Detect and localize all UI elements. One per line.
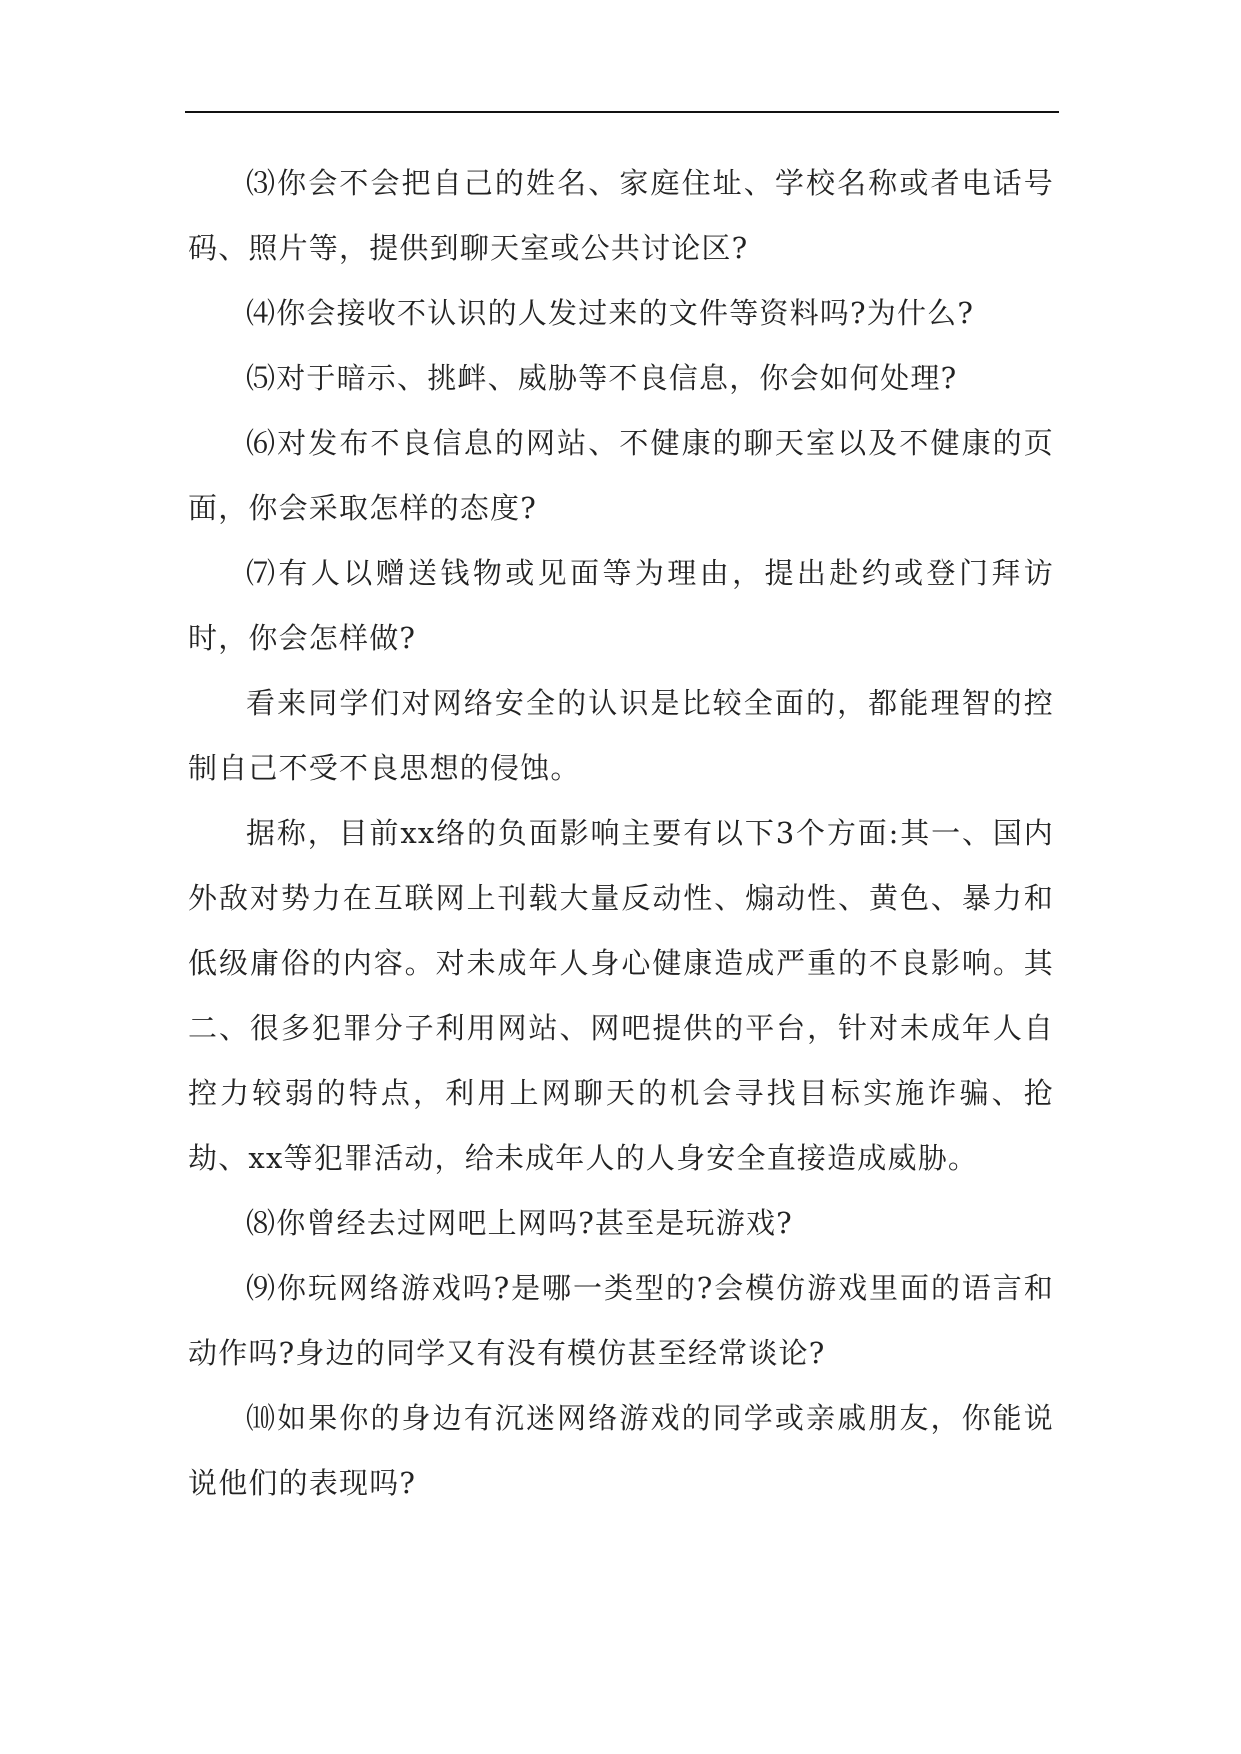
question-5: ⑸对于暗示、挑衅、威胁等不良信息，你会如何处理? <box>246 361 958 395</box>
question-10: ⑽如果你的身边有沉迷网络游戏的同学或亲戚朋友，你能说说他们的表现吗? <box>188 1401 1054 1500</box>
document-body <box>188 151 1054 1516</box>
question-8: ⑻你曾经去过网吧上网吗?甚至是玩游戏? <box>246 1206 793 1240</box>
question-3: ⑶你会不会把自己的姓名、家庭住址、学校名称或者电话号码、照片等，提供到聊天室或公共讨论区? <box>188 166 1054 265</box>
question-9: ⑼你玩网络游戏吗?是哪一类型的?会模仿游戏里面的语言和动作吗?身边的同学又有没有模仿甚至经常谈论? <box>188 1271 1054 1370</box>
question-4: ⑷你会接收不认识的人发过来的文件等资料吗?为什么? <box>246 296 975 330</box>
header-rule <box>185 111 1059 113</box>
summary-paragraph: 看来同学们对网络安全的认识是比较全面的，都能理智的控制自己不受不良思想的侵蚀。 <box>188 686 1054 785</box>
negative-impact-paragraph: 据称，目前xx络的负面影响主要有以下3个方面:其一、国内外敌对势力在互联网上刊载大量反动性、煽动性、黄色、暴力和低级庸俗的内容。对未成年人身心健康造成严重的不良影响。其二、很多犯罪分子利用网站、网吧提供的平台，针对未成年人自控力较弱的特点，利用上网聊天的机会寻找目标实施诈骗、抢劫、xx等犯罪活动，给未成年人的人身安全直接造成威胁。 <box>188 816 1054 1175</box>
question-7: ⑺有人以赠送钱物或见面等为理由，提出赴约或登门拜访时，你会怎样做? <box>188 556 1054 655</box>
question-6: ⑹对发布不良信息的网站、不健康的聊天室以及不健康的页面，你会采取怎样的态度? <box>188 426 1054 525</box>
